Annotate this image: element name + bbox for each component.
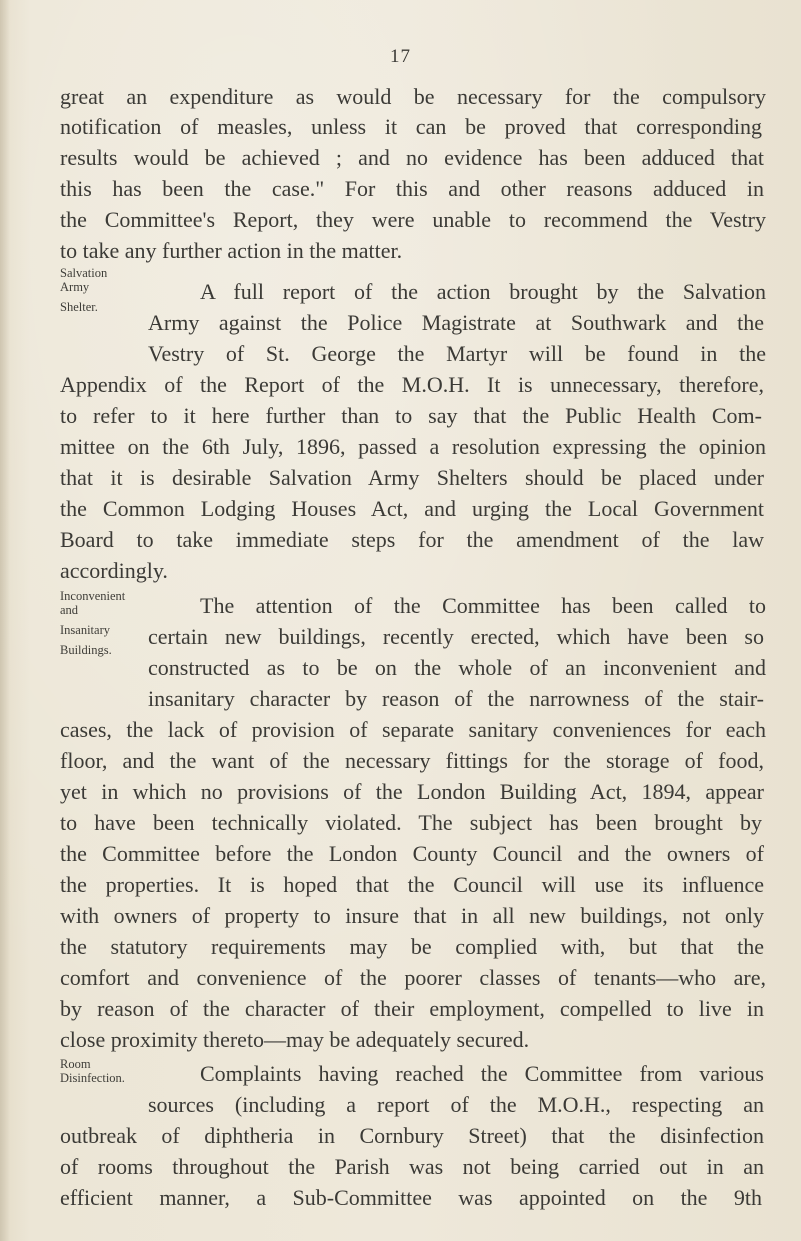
text-line: accordingly.: [60, 558, 168, 583]
text-line: notification of measles, unless it can be proved that corresponding: [60, 114, 762, 139]
text-line: results would be achieved ; and no evidence has been adduced that: [60, 145, 764, 170]
margin-note-line: Buildings.: [60, 643, 112, 657]
margin-note-line: Army: [60, 280, 90, 294]
text-line: constructed as to be on the whole of an inconvenient and: [148, 655, 766, 680]
text-line: yet in which no provisions of the London Building Act, 1894, appear: [60, 779, 764, 804]
text-line: sources (including a report of the M.O.H., respecting an: [148, 1092, 764, 1117]
text-line: close proximity thereto—may be adequately secured.: [60, 1027, 530, 1052]
text-line: with owners of property to insure that in all new buildings, not only: [60, 903, 764, 928]
text-line: efficient manner, a Sub-Committee was appointed on the 9th: [60, 1185, 762, 1210]
text-line: great an expenditure as would be necessary for the compulsory: [60, 84, 766, 109]
text-line: by reason of the character of their employment, compelled to live in: [60, 996, 764, 1021]
text-line: to have been technically violated. The subject has been brought by: [60, 810, 762, 835]
text-line: The attention of the Committee has been called to: [200, 593, 766, 618]
text-line: of rooms throughout the Parish was not being carried out in an: [60, 1154, 764, 1179]
page-binding-edge: [0, 0, 10, 1241]
page-number: 17: [390, 46, 411, 67]
text-line: outbreak of diphtheria in Cornbury Street) that the disinfection: [60, 1123, 764, 1148]
text-line: Appendix of the Report of the M.O.H. It is unnecessary, therefore,: [60, 372, 764, 397]
text-line: to refer to it here further than to say that the Public Health Com-: [60, 403, 762, 428]
margin-note-line: Room: [60, 1057, 91, 1071]
text-line: Army against the Police Magistrate at Southwark and the: [148, 310, 764, 335]
text-line: to take any further action in the matter.: [60, 238, 403, 263]
text-line: insanitary character by reason of the narrowness of the stair-: [148, 686, 764, 711]
margin-note-line: Disinfection.: [60, 1071, 125, 1085]
margin-note-line: Inconvenient: [60, 589, 126, 603]
text-line: comfort and convenience of the poorer classes of tenants—who are,: [60, 965, 766, 990]
text-line: the Committee's Report, they were unable to recommend the Vestry: [60, 207, 766, 232]
text-line: this has been the case." For this and other reasons adduced in: [60, 176, 764, 201]
text-line: Vestry of St. George the Martyr will be found in the: [148, 341, 766, 366]
text-line: certain new buildings, recently erected, which have been so: [148, 624, 764, 649]
margin-note-line: and: [60, 603, 79, 617]
margin-note-room-disinfection: [60, 1057, 125, 1085]
text-line: cases, the lack of provision of separate sanitary conveniences for each: [60, 717, 766, 742]
text-line: Board to take immediate steps for the amendment of the law: [60, 527, 764, 552]
text-line: the Committee before the London County Council and the owners of: [60, 841, 764, 866]
text-line: mittee on the 6th July, 1896, passed a resolution expressing the opinion: [60, 434, 766, 459]
text-line: the Common Lodging Houses Act, and urging the Local Government: [60, 496, 764, 521]
margin-note-line: Salvation: [60, 266, 108, 280]
margin-note-line: Insanitary: [60, 623, 110, 637]
text-line: Complaints having reached the Committee from various: [200, 1061, 764, 1086]
text-line: floor, and the want of the necessary fittings for the storage of food,: [60, 748, 764, 773]
margin-note-salvation-army: [60, 266, 107, 314]
text-line: A full report of the action brought by the Salvation: [200, 279, 766, 304]
text-line: the statutory requirements may be complied with, but that the: [60, 934, 764, 959]
margin-note-line: Shelter.: [60, 300, 98, 314]
text-line: that it is desirable Salvation Army Shelters should be placed under: [60, 465, 764, 490]
text-line: the properties. It is hoped that the Council will use its influence: [60, 872, 764, 897]
margin-note-insanitary-buildings: [60, 589, 125, 657]
